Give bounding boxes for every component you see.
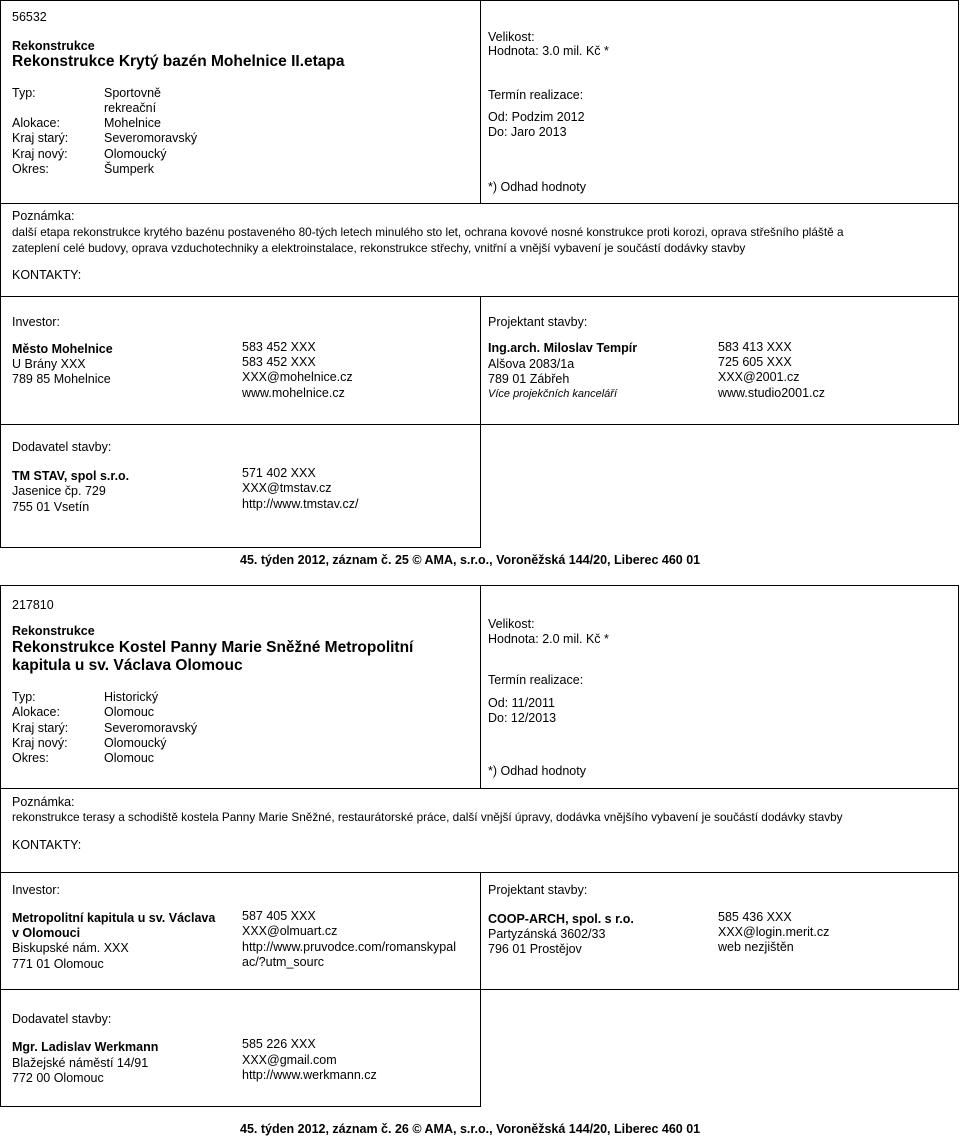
projektant-name: COOP-ARCH, spol. s r.o.	[488, 912, 634, 926]
termin-do: Do: Jaro 2013	[488, 125, 567, 139]
projektant-name: Ing.arch. Miloslav Tempír	[488, 341, 638, 355]
record-footer: 45. týden 2012, záznam č. 25 © AMA, s.r.o., Voroněžská 144/20, Liberec 460 01	[240, 553, 701, 567]
value-typ-2: rekreační	[104, 101, 157, 115]
poznamka-line-1: další etapa rekonstrukce krytého bazénu postaveného 80-tých letech minulého sto let, ochrana kovové nosné konstrukce proti korozi, oprava střešního pláště a	[12, 225, 844, 239]
termin-label: Termín realizace:	[488, 88, 584, 102]
projektant-email[interactable]: XXX@login.merit.cz	[718, 925, 830, 939]
label-typ: Typ:	[12, 690, 36, 704]
termin-do: Do: 12/2013	[488, 711, 557, 725]
investor-addr-2: 771 01 Olomouc	[12, 957, 104, 971]
projektant-email[interactable]: XXX@2001.cz	[718, 370, 800, 384]
dodavatel-web[interactable]: http://www.tmstav.cz/	[242, 497, 359, 511]
projektant-addr-2: 796 01 Prostějov	[488, 942, 582, 956]
value-kraj-novy: Olomoucký	[104, 147, 167, 161]
investor-addr-1: U Brány XXX	[12, 357, 86, 371]
value-okres: Olomouc	[104, 751, 155, 765]
dodavatel-phone: 571 402 XXX	[242, 466, 316, 480]
record-2-investor-divider	[480, 872, 481, 990]
dodavatel-email[interactable]: XXX@tmstav.cz	[242, 481, 332, 495]
poznamka-label: Poznámka:	[12, 795, 75, 809]
projektant-label: Projektant stavby:	[488, 315, 588, 329]
investor-phone-2: 583 452 XXX	[242, 355, 316, 369]
investor-addr-1: Biskupské nám. XXX	[12, 941, 129, 955]
investor-phone-1: 583 452 XXX	[242, 340, 316, 354]
record-id: 217810	[12, 598, 54, 612]
investor-name-1: Metropolitní kapitula u sv. Václava	[12, 911, 216, 925]
value-okres: Šumperk	[104, 162, 155, 176]
dodavatel-label: Dodavatel stavby:	[12, 1012, 112, 1026]
investor-label: Investor:	[12, 883, 60, 897]
value-alokace: Mohelnice	[104, 116, 161, 130]
record-title-line-2: kapitula u sv. Václava Olomouc	[12, 657, 243, 674]
value-typ: Sportovně	[104, 86, 161, 100]
dodavatel-addr-1: Blažejské náměstí 14/91	[12, 1056, 149, 1070]
termin-od: Od: Podzim 2012	[488, 110, 585, 124]
label-alokace: Alokace:	[12, 705, 60, 719]
label-typ: Typ:	[12, 86, 36, 100]
projektant-note: Více projekčních kanceláří	[488, 388, 618, 400]
investor-label: Investor:	[12, 315, 60, 329]
projektant-addr-2: 789 01 Zábřeh	[488, 372, 570, 386]
projektant-phone: 585 436 XXX	[718, 910, 792, 924]
dodavatel-addr-2: 755 01 Vsetín	[12, 500, 90, 514]
dodavatel-addr-2: 772 00 Olomouc	[12, 1071, 104, 1085]
record-id: 56532	[12, 10, 47, 24]
dodavatel-email[interactable]: XXX@gmail.com	[242, 1053, 337, 1067]
label-okres: Okres:	[12, 751, 49, 765]
projektant-phone-2: 725 605 XXX	[718, 355, 792, 369]
record-category: Rekonstrukce	[12, 39, 95, 53]
dodavatel-label: Dodavatel stavby:	[12, 440, 112, 454]
poznamka-line-1: rekonstrukce terasy a schodiště kostela Panny Marie Sněžné, restaurátorské práce, další vnější úpravy, dodávka vnějšího vybavení je součástí dodávky stavby	[12, 810, 843, 824]
projektant-label: Projektant stavby:	[488, 883, 588, 897]
record-footer: 45. týden 2012, záznam č. 26 © AMA, s.r.o., Voroněžská 144/20, Liberec 460 01	[240, 1122, 701, 1136]
value-kraj-stary: Severomoravský	[104, 131, 198, 145]
projektant-web[interactable]: www.studio2001.cz	[718, 386, 826, 400]
record-2-divider	[480, 585, 481, 788]
investor-email[interactable]: XXX@mohelnice.cz	[242, 370, 353, 384]
odhad-note: *) Odhad hodnoty	[488, 764, 586, 778]
record-2-hdivider	[0, 788, 959, 789]
projektant-web: web nezjištěn	[718, 940, 794, 954]
projektant-phone-1: 583 413 XXX	[718, 340, 792, 354]
poznamka-label: Poznámka:	[12, 209, 75, 223]
dodavatel-web[interactable]: http://www.werkmann.cz	[242, 1068, 377, 1082]
record-title: Rekonstrukce Krytý bazén Mohelnice II.etapa	[12, 53, 345, 70]
investor-web-1[interactable]: http://www.pruvodce.com/romanskypal	[242, 940, 456, 954]
value-kraj-novy: Olomoucký	[104, 736, 167, 750]
velikost-label: Velikost:	[488, 617, 535, 631]
value-alokace: Olomouc	[104, 705, 155, 719]
label-kraj-stary: Kraj starý:	[12, 131, 69, 145]
dodavatel-name: Mgr. Ladislav Werkmann	[12, 1040, 159, 1054]
investor-web-2[interactable]: ac/?utm_sourc	[242, 955, 324, 969]
hodnota: Hodnota: 3.0 mil. Kč *	[488, 44, 609, 58]
velikost-label: Velikost:	[488, 30, 535, 44]
label-alokace: Alokace:	[12, 116, 60, 130]
investor-name-2: v Olomouci	[12, 926, 81, 940]
dodavatel-addr-1: Jasenice čp. 729	[12, 484, 106, 498]
label-kraj-stary: Kraj starý:	[12, 721, 69, 735]
label-kraj-novy: Kraj nový:	[12, 736, 68, 750]
dodavatel-phone: 585 226 XXX	[242, 1037, 316, 1051]
investor-email[interactable]: XXX@olmuart.cz	[242, 924, 338, 938]
dodavatel-name: TM STAV, spol s.r.o.	[12, 469, 130, 483]
record-1-investor-divider	[480, 296, 481, 425]
label-okres: Okres:	[12, 162, 49, 176]
value-typ: Historický	[104, 690, 159, 704]
record-1-divider	[480, 0, 481, 203]
poznamka-line-2: zateplení celé budovy, oprava vzduchotechniky a elektroinstalace, rekonstrukce střechy, vnitřní a vnější vybavení je součástí dodávky stavby	[12, 241, 746, 255]
kontakty-label: KONTAKTY:	[12, 268, 82, 282]
projektant-addr-1: Partyzánská 3602/33	[488, 927, 606, 941]
investor-addr-2: 789 85 Mohelnice	[12, 372, 111, 386]
value-kraj-stary: Severomoravský	[104, 721, 198, 735]
investor-web[interactable]: www.mohelnice.cz	[242, 386, 345, 400]
record-category: Rekonstrukce	[12, 624, 95, 638]
odhad-note: *) Odhad hodnoty	[488, 180, 586, 194]
projektant-addr-1: Alšova 2083/1a	[488, 357, 575, 371]
record-title-line-1: Rekonstrukce Kostel Panny Marie Sněžné Metropolitní	[12, 639, 414, 656]
label-kraj-novy: Kraj nový:	[12, 147, 68, 161]
termin-od: Od: 11/2011	[488, 696, 555, 710]
hodnota: Hodnota: 2.0 mil. Kč *	[488, 632, 609, 646]
termin-label: Termín realizace:	[488, 673, 584, 687]
record-1-hdivider	[0, 203, 959, 204]
investor-name: Město Mohelnice	[12, 342, 113, 356]
kontakty-label: KONTAKTY:	[12, 838, 82, 852]
investor-phone: 587 405 XXX	[242, 909, 316, 923]
